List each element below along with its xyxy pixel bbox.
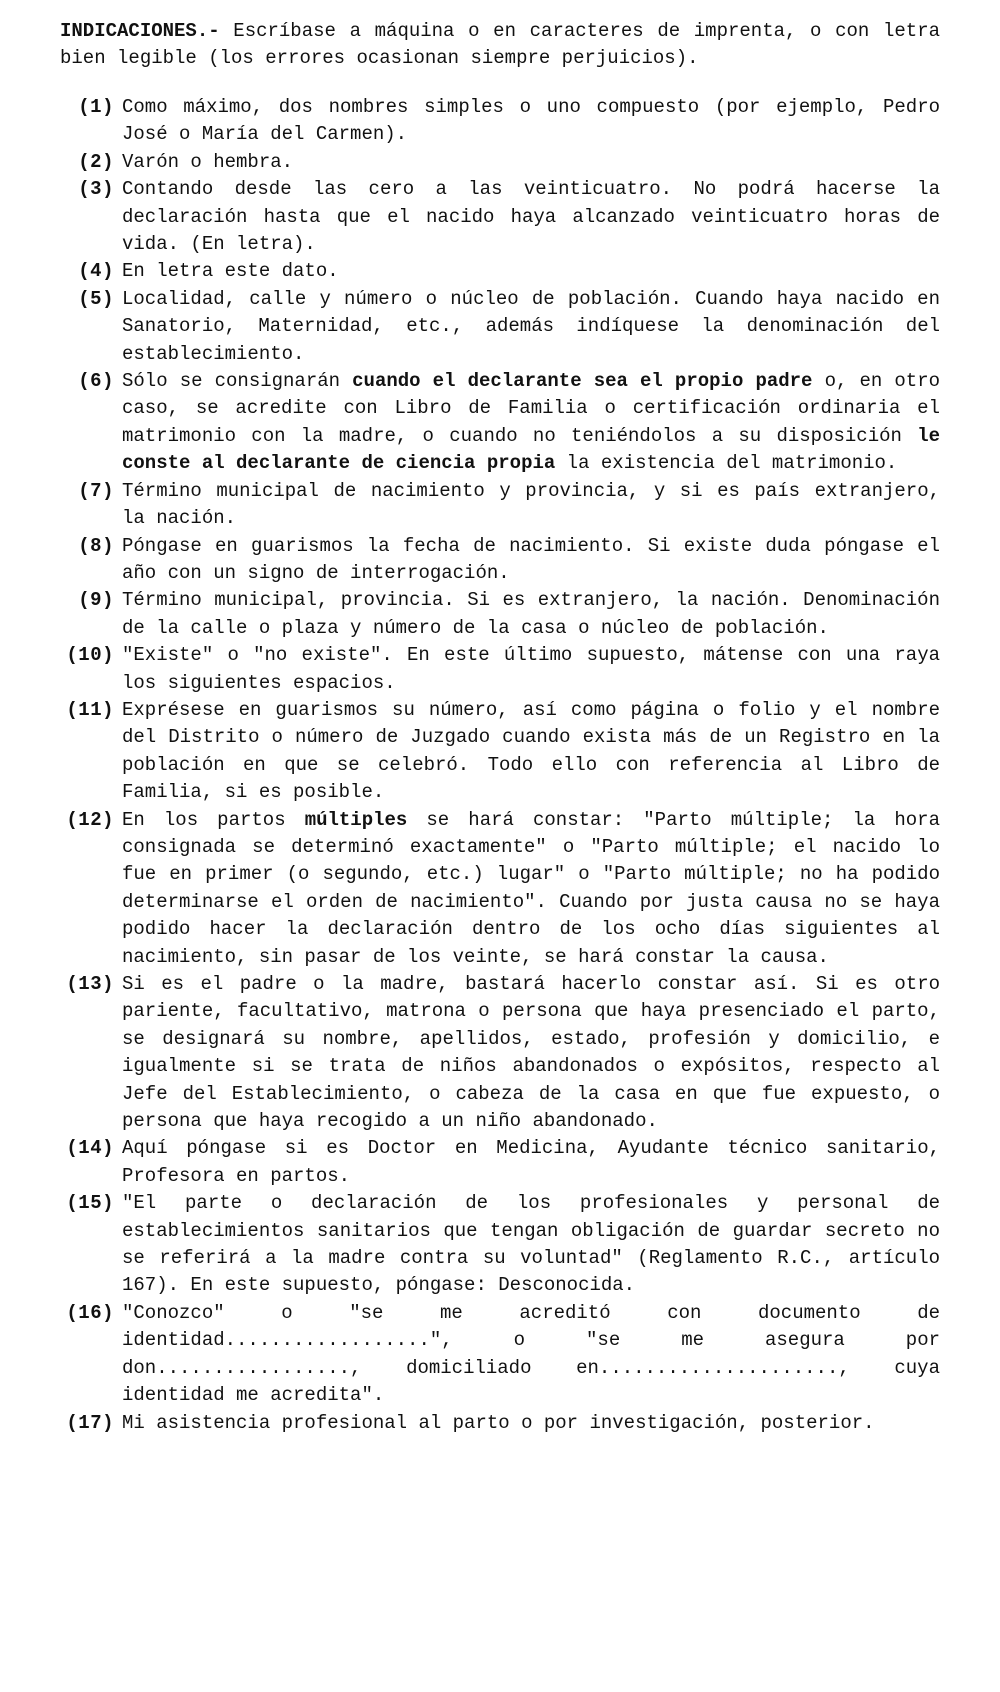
- intro-paragraph: [60, 18, 940, 72]
- item-text: [122, 478, 940, 533]
- item-number: (10): [66, 644, 114, 667]
- list-item: [60, 807, 940, 971]
- item-text: [122, 587, 940, 642]
- item-text: [122, 286, 940, 368]
- item-text-segment: Como máximo, dos nombres simples o uno compuesto (por ejemplo, Pedro José o María del Carmen).: [122, 96, 940, 146]
- item-number: (3): [78, 178, 114, 201]
- list-item: [60, 1410, 940, 1437]
- item-number: (4): [78, 260, 114, 283]
- list-item: [60, 478, 940, 533]
- intro-heading: INDICACIONES.-: [60, 20, 220, 42]
- list-item: [60, 697, 940, 807]
- item-text-segment: Póngase en guarismos la fecha de nacimiento. Si existe duda póngase el año con un signo de interrogación.: [122, 534, 940, 584]
- item-text: [122, 807, 940, 971]
- document-page: [60, 18, 940, 1437]
- list-item: [60, 1300, 940, 1410]
- item-text-segment: Sólo se consignarán: [122, 370, 353, 393]
- item-text-segment: la existencia del matrimonio.: [555, 452, 898, 475]
- item-text: [122, 642, 940, 697]
- list-item: [60, 587, 940, 642]
- item-text: [122, 94, 940, 149]
- item-number: (8): [78, 534, 114, 557]
- item-text-segment: Mi asistencia profesional al parto o por investigación, posterior.: [122, 1411, 875, 1434]
- item-number: (7): [78, 479, 114, 502]
- item-text: [122, 1135, 940, 1190]
- list-item: [60, 1190, 940, 1300]
- item-text: [122, 971, 940, 1135]
- item-text-segment: Término municipal de nacimiento y provincia, y si es país extranjero, la nación.: [122, 479, 940, 530]
- item-number: (1): [78, 96, 114, 118]
- item-text: [122, 176, 940, 258]
- item-text: [122, 1300, 940, 1410]
- item-text-segment: Localidad, calle y número o núcleo de población. Cuando haya nacido en Sanatorio, Maternidad, etc., además indíquese la denominación del establecimiento.: [122, 287, 940, 365]
- list-item: [60, 642, 940, 697]
- item-text-segment: Exprésese en guarismos su número, así como página o folio y el nombre del Distrito o número de Juzgado cuando exista más de un Registro en la población en que se celebró. Todo ello con referencia al Libro de Familia, si es posible.: [122, 698, 940, 804]
- item-number: (15): [66, 1192, 114, 1215]
- item-text: [122, 1190, 940, 1300]
- item-number: (13): [66, 973, 114, 995]
- item-text-segment: Contando desde las cero a las veinticuatro. No podrá hacerse la declaración hasta que el nacido haya alcanzado veinticuatro horas de vida. (En letra).: [122, 178, 940, 256]
- item-number: (17): [66, 1411, 114, 1434]
- item-text-segment: o, en otro caso, se acredite con Libro de Familia o certificación ordinaria el matrimonio con la madre, o cuando no teniéndolos a su disposición: [122, 370, 941, 447]
- item-text: [122, 368, 940, 478]
- item-text-segment: En letra este dato.: [122, 260, 339, 283]
- item-text-bold: le conste al declarante de ciencia propia: [122, 424, 940, 475]
- item-text: [122, 258, 940, 285]
- item-text-segment: En los partos: [122, 808, 305, 831]
- item-number: (16): [66, 1301, 114, 1324]
- item-text: [122, 1410, 940, 1437]
- item-text: [122, 533, 940, 588]
- list-item: [60, 94, 940, 149]
- item-number: (9): [78, 589, 114, 612]
- item-text-segment: "El parte o declaración de los profesionales y personal de establecimientos sanitarios que tengan obligación de guardar secreto no se referirá a la madre contra su voluntad" (Reglamento R.C., artículo 167). En este supuesto, póngase: Desconocida.: [122, 1192, 940, 1297]
- item-text-segment: "Existe" o "no existe". En este último supuesto, mátense con una raya los siguientes espacios.: [122, 644, 940, 694]
- item-text-bold: cuando el declarante sea el propio padre: [352, 370, 813, 393]
- item-text-segment: Si es el padre o la madre, bastará hacerlo constar así. Si es otro pariente, facultativo, matrona o persona que haya presenciado el parto, se designará su nombre, apellidos, estado, profesión y domicilio, e igualmente si se trata de niños abandonados o expósitos, respecto al Jefe del Establecimiento, o cabeza de la casa en que fue expuesto, o persona que haya recogido a un niño abandonado.: [122, 973, 940, 1133]
- item-number: (5): [78, 287, 114, 310]
- item-number: (11): [66, 698, 114, 721]
- list-item: [60, 286, 940, 368]
- item-text: [122, 697, 940, 807]
- list-item: [60, 533, 940, 588]
- list-item: [60, 176, 940, 258]
- item-text-segment: "Conozco" o "se me acreditó con documento de identidad..................", o "se me asegura por don................., domiciliado en....................., cuya identidad me acredita".: [122, 1301, 940, 1407]
- item-number: (14): [66, 1137, 114, 1160]
- list-item: [60, 258, 940, 285]
- item-number: (6): [78, 370, 114, 393]
- list-item: [60, 149, 940, 176]
- item-text-segment: se hará constar: "Parto múltiple; la hora consignada se determinó exactamente" o "Parto múltiple; el nacido lo fue en primer (o segundo, etc.) lugar" o "Parto múltiple; no ha podido determinarse el orden de nacimiento". Cuando por justa causa no se haya podido hacer la declaración dentro de los ocho días siguientes al nacimiento, sin pasar de los veinte, se hará constar la causa.: [122, 808, 940, 968]
- item-number: (12): [66, 808, 114, 831]
- intro-text: Escríbase a máquina o en caracteres de imprenta, o con letra bien legible (los errores ocasionan siempre perjuicios).: [60, 20, 940, 69]
- item-number: (2): [78, 150, 114, 173]
- item-text-bold: múltiples: [304, 808, 408, 831]
- item-text-segment: Aquí póngase si es Doctor en Medicina, Ayudante técnico sanitario, Profesora en partos.: [122, 1137, 940, 1187]
- item-text-segment: Varón o hembra.: [122, 150, 294, 173]
- list-item: [60, 368, 940, 478]
- item-text: [122, 149, 940, 176]
- instructions-list: [60, 94, 940, 1437]
- list-item: [60, 1135, 940, 1190]
- list-item: [60, 971, 940, 1135]
- item-text-segment: Término municipal, provincia. Si es extranjero, la nación. Denominación de la calle o plaza y número de la casa o núcleo de población.: [122, 589, 940, 639]
